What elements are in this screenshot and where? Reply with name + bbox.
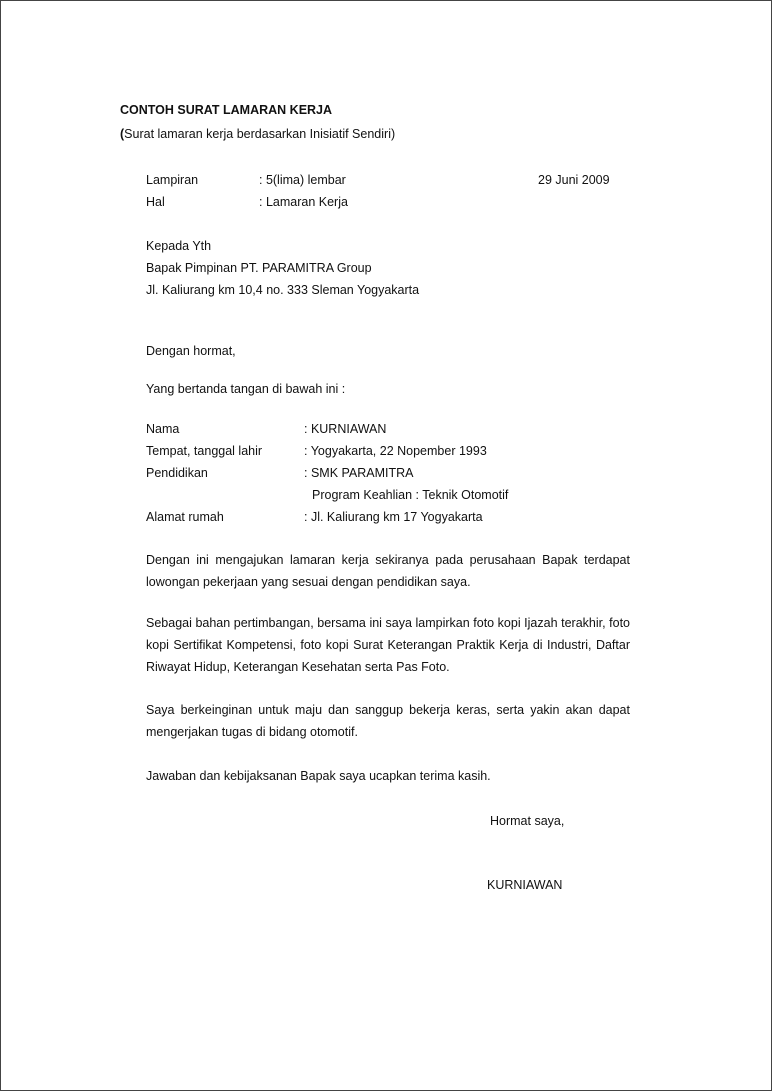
hal-value: : Lamaran Kerja xyxy=(259,195,348,209)
pendidikan-value: : SMK PARAMITRA xyxy=(304,466,414,480)
hal-label: Hal xyxy=(146,195,165,209)
nama-value: : KURNIAWAN xyxy=(304,422,387,436)
recipient-line-1: Kepada Yth xyxy=(146,239,212,253)
body-paragraph-1: Dengan ini mengajukan lamaran kerja sekiranya pada perusahaan Bapak terdapat lowongan pekerjaan yang sesuai dengan pendidikan saya. xyxy=(146,553,630,589)
intro-line: Yang bertanda tangan di bawah ini : xyxy=(146,382,346,396)
signer-name: KURNIAWAN xyxy=(487,878,563,892)
recipient-line-2: Bapak Pimpinan PT. PARAMITRA Group xyxy=(146,261,372,275)
body-paragraph-3: Saya berkeinginan untuk maju dan sanggup bekerja keras, serta yakin akan dapat mengerjakan tugas di bidang otomotif. xyxy=(146,703,630,739)
ttl-value: : Yogyakarta, 22 Nopember 1993 xyxy=(304,444,487,458)
lampiran-value: : 5(lima) lembar xyxy=(259,173,346,187)
alamat-label: Alamat rumah xyxy=(146,510,224,524)
subtitle-text: Surat lamaran kerja berdasarkan Inisiatif Sendiri) xyxy=(124,127,396,141)
recipient-line-3: Jl. Kaliurang km 10,4 no. 333 Sleman Yogyakarta xyxy=(146,283,420,297)
ttl-label: Tempat, tanggal lahir xyxy=(146,444,263,458)
letter-title: CONTOH SURAT LAMARAN KERJA xyxy=(120,103,333,117)
letter-subtitle xyxy=(120,126,395,142)
nama-label: Nama xyxy=(146,422,180,436)
closing-salutation: Hormat saya, xyxy=(490,814,565,828)
body-paragraph-2: Sebagai bahan pertimbangan, bersama ini saya lampirkan foto kopi Ijazah terakhir, foto kopi Sertifikat Kompetensi, foto kopi Surat Keterangan Praktik Kerja di Industri, Daftar Riwayat Hidup, Keterangan Kesehatan serta Pas Foto. xyxy=(146,616,630,674)
pendidikan-label: Pendidikan xyxy=(146,466,208,480)
body-paragraph-4: Jawaban dan kebijaksanan Bapak saya ucapkan terima kasih. xyxy=(146,769,491,783)
program-value: Program Keahlian : Teknik Otomotif xyxy=(312,488,509,502)
subtitle-open-paren: ( xyxy=(120,127,125,141)
lampiran-label: Lampiran xyxy=(146,173,199,187)
greeting: Dengan hormat, xyxy=(146,344,236,358)
letter-date: 29 Juni 2009 xyxy=(538,173,610,187)
alamat-value: : Jl. Kaliurang km 17 Yogyakarta xyxy=(304,510,483,524)
